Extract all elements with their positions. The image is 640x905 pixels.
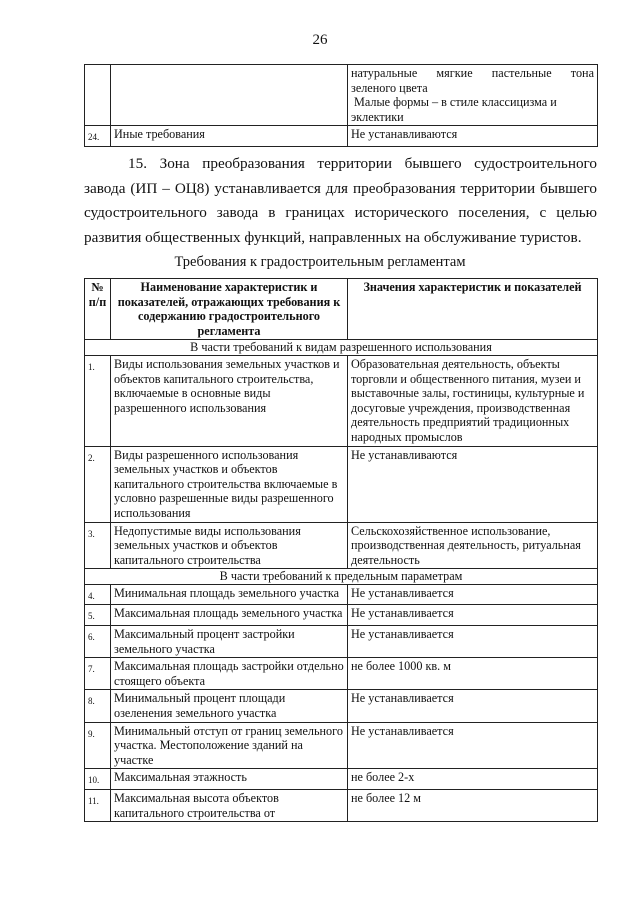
table-row <box>85 126 598 147</box>
row-number: 5. <box>85 605 111 626</box>
row-value: Образовательная деятельность, объекты торговли и общественного питания, музеи и выставочные залы, гостиницы, культурные и досуговые учреждения, производственная деятельность предприятий традиционных народных промыслов <box>348 355 598 446</box>
paragraph-text: 15. Зона преобразования территории бывшего судостроительного завода (ИП – ОЦ8) устанавливается для преобразования территории бывшего судостроительного завода в границах исторического поселения, с целью развития общественных функций, направленных на обслуживание туристов. <box>84 155 597 246</box>
row-name <box>111 65 348 126</box>
row-number: 2. <box>85 446 111 522</box>
row-name: Виды использования земельных участков и объектов капитального строительства, включаемые в основные виды разрешенного использования <box>111 355 348 446</box>
table-row <box>85 446 598 522</box>
section-row <box>85 569 598 585</box>
page-number: 26 <box>312 32 328 48</box>
table-caption: Требования к градостроительным регламентам <box>174 254 466 270</box>
table-row <box>85 584 598 605</box>
section-title: В части требований к предельным параметрам <box>85 569 598 585</box>
row-name: Минимальный отступ от границ земельного участка. Местоположение зданий на участке <box>111 722 348 769</box>
header-row <box>85 279 598 340</box>
row-name: Максимальный процент застройки земельного участка <box>111 626 348 658</box>
row-name: Максимальная высота объектов капитального строительства от <box>111 790 348 822</box>
table-row <box>85 658 598 690</box>
section-row <box>85 340 598 356</box>
row-number: 9. <box>85 722 111 769</box>
table-row <box>85 722 598 769</box>
row-number: 8. <box>85 690 111 722</box>
row-name: Недопустимые виды использования земельных участков и объектов капитального строительства <box>111 522 348 569</box>
value-line: натуральные мягкие пастельные тона <box>351 66 594 80</box>
row-value: не более 1000 кв. м <box>348 658 598 690</box>
row-value: Не устанавливается <box>348 584 598 605</box>
row-value: Не устанавливаются <box>348 446 598 522</box>
table-row <box>85 690 598 722</box>
row-number: 6. <box>85 626 111 658</box>
table-row <box>85 605 598 626</box>
table-row <box>85 355 598 446</box>
row-number: 24. <box>85 126 111 147</box>
row-value: Не устанавливается <box>348 722 598 769</box>
row-number: 10. <box>85 769 111 790</box>
row-value: Не устанавливается <box>348 690 598 722</box>
zone-paragraph <box>84 152 597 250</box>
row-value: не более 12 м <box>348 790 598 822</box>
continued-table <box>84 64 598 147</box>
row-number: 11. <box>85 790 111 822</box>
row-name: Максимальная площадь застройки отдельно стоящего объекта <box>111 658 348 690</box>
section-title: В части требований к видам разрешенного использования <box>85 340 598 356</box>
row-name: Виды разрешенного использования земельных участков и объектов капитального строительства включаемые в условно разрешенные виды разрешенного использования <box>111 446 348 522</box>
row-number <box>85 65 111 126</box>
header-value: Значения характеристик и показателей <box>348 279 598 340</box>
row-name: Максимальная этажность <box>111 769 348 790</box>
row-number: 7. <box>85 658 111 690</box>
row-number: 3. <box>85 522 111 569</box>
table-row <box>85 769 598 790</box>
table-row <box>85 522 598 569</box>
requirements-table <box>84 278 598 822</box>
row-name: Максимальная площадь земельного участка <box>111 605 348 626</box>
row-value: не более 2-х <box>348 769 598 790</box>
row-value: Не устанавливается <box>348 605 598 626</box>
row-name: Минимальный процент площади озеленения земельного участка <box>111 690 348 722</box>
table-row <box>85 65 598 126</box>
value-line: Малые формы – в стиле классицизма и <box>351 95 557 110</box>
row-value: Не устанавливаются <box>348 126 598 147</box>
row-value: Сельскохозяйственное использование, производственная деятельность, ритуальная деятельность <box>348 522 598 569</box>
row-name: Иные требования <box>111 126 348 147</box>
table-row <box>85 626 598 658</box>
value-line: эклектики <box>351 109 404 124</box>
row-value: Не устанавливается <box>348 626 598 658</box>
header-number: № п/п <box>85 279 111 340</box>
header-name: Наименование характеристик и показателей, отражающих требования к содержанию градостроительного регламента <box>111 279 348 340</box>
row-number: 4. <box>85 584 111 605</box>
row-number: 1. <box>85 355 111 446</box>
table-row <box>85 790 598 822</box>
row-name: Минимальная площадь земельного участка <box>111 584 348 605</box>
value-line: зеленого цвета <box>351 80 428 95</box>
row-value <box>348 65 598 126</box>
